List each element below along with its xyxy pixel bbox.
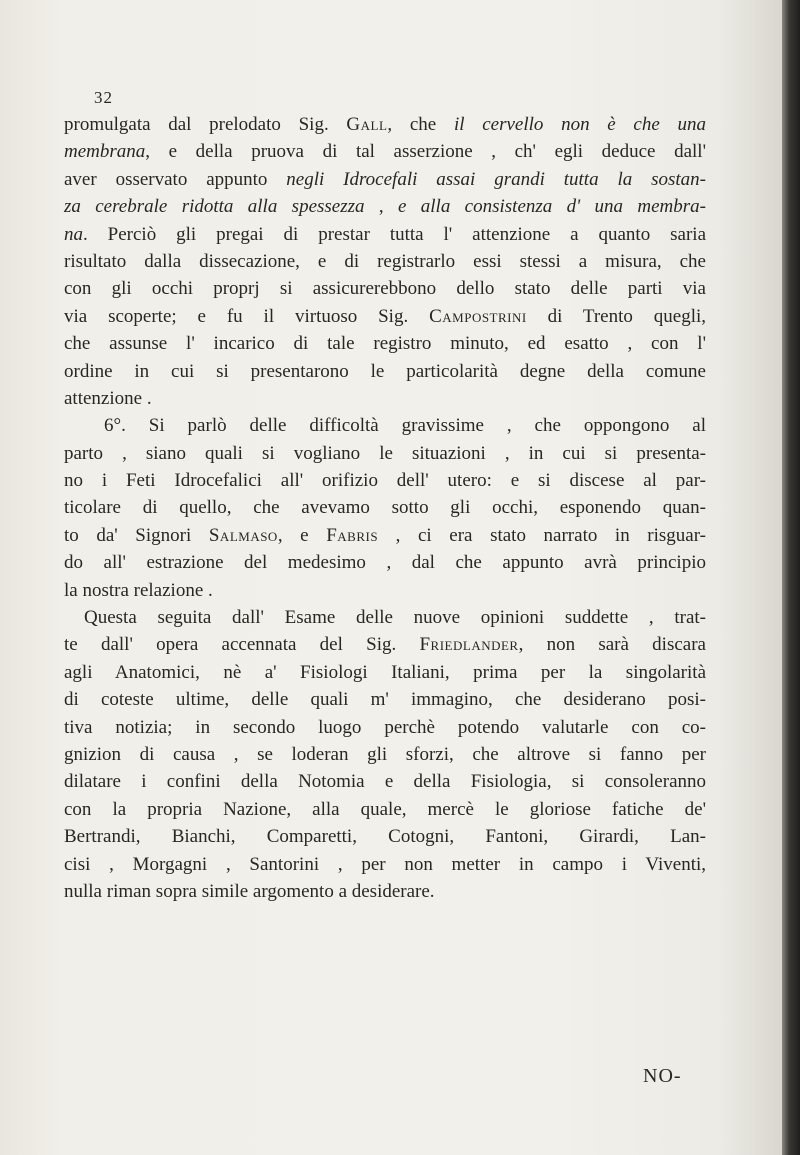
italic-text: za cerebrale ridotta alla spessezza [64, 196, 365, 218]
text-line [64, 330, 706, 357]
text-run: con la propria Nazione, alla quale, mercè le gloriose fatiche de' [64, 798, 706, 820]
text-run: la nostra relazione . [64, 579, 213, 601]
small-caps-name: Fabris [326, 524, 379, 546]
text-run: , [364, 196, 398, 218]
small-caps-name: Salmaso [208, 524, 278, 546]
text-line [64, 549, 706, 576]
text-line [64, 412, 706, 439]
text-run: parto , siano quali si vogliano le situazioni , in cui si presenta- [64, 442, 706, 464]
small-caps-name: Gall [346, 114, 388, 135]
text-run: promulgata dal prelodato Sig. [64, 114, 347, 135]
text-line [64, 659, 706, 686]
text-line [64, 248, 706, 275]
italic-text: e alla consistenza d' una membra- [397, 196, 706, 218]
text-line [64, 138, 706, 165]
italic-text: membrana [64, 141, 146, 163]
text-run: 6°. Si parlò delle difficoltà gravissime , che oppongono al [104, 415, 706, 437]
text-run: Bertrandi, Bianchi, Comparetti, Cotogni, Fantoni, Girardi, Lan- [64, 826, 706, 848]
text-run: . Perciò gli pregai di prestar tutta l' attenzione a quanto saria [83, 223, 706, 245]
text-run: tiva notizia; in secondo luogo perchè potendo valutarle con co- [64, 716, 706, 738]
text-run: , e [277, 524, 327, 546]
text-run: Questa seguita dall' Esame delle nuove opinioni suddette , trat- [84, 607, 706, 629]
text-line [64, 440, 706, 467]
text-run: attenzione . [64, 387, 152, 409]
text-run: agli Anatomici, nè a' Fisiologi Italiani, prima per la singolarità [64, 661, 706, 683]
text-line [64, 385, 706, 412]
text-run: via scoperte; e fu il virtuoso Sig. [64, 305, 430, 327]
italic-text: negli Idrocefali assai grandi tutta la sostan- [286, 168, 706, 190]
text-run: , non sarà discara [518, 634, 706, 656]
text-run: risultato dalla dissecazione, e di registrarlo essi stessi a misura, che [64, 250, 706, 272]
text-line [64, 796, 706, 823]
text-line [64, 166, 706, 193]
text-line [64, 714, 706, 741]
text-run: cisi , Morgagni , Santorini , per non metter in campo i Viventi, [64, 853, 706, 875]
text-line [64, 768, 706, 795]
text-run: te dall' opera accennata del Sig. [64, 634, 420, 656]
small-caps-name: Campostrini [429, 305, 527, 327]
text-line [64, 631, 706, 658]
text-line [64, 221, 706, 248]
text-line [64, 303, 706, 330]
text-run: di Trento quegli, [526, 305, 707, 327]
text-line [64, 823, 706, 850]
text-run: do all' estrazione del medesimo , dal che appunto avrà principio [64, 552, 706, 574]
text-line [64, 577, 706, 604]
book-gutter [782, 0, 800, 1155]
text-run: , e della pruova di tal asserzione , ch' egli deduce dall' [145, 141, 706, 163]
text-run: di coteste ultime, delle quali m' immagino, che desiderano posi- [64, 689, 706, 711]
text-line [64, 193, 706, 220]
text-run: gnizion di causa , se loderan gli sforzi, che altrove si fanno per [64, 743, 706, 765]
text-run: con gli occhi proprj si assicurerebbono dello stato delle parti via [64, 278, 706, 300]
text-run: dilatare i confini della Notomia e della Fisiologia, si consoleranno [64, 771, 706, 793]
catchword: NO- [643, 1065, 682, 1087]
text-run: nulla riman sopra simile argomento a desiderare. [64, 880, 435, 902]
text-line [64, 467, 706, 494]
text-run: ordine in cui si presentarono le particolarità degne della comune [64, 360, 706, 382]
text-line [64, 111, 706, 138]
small-caps-name: Friedlander [419, 634, 519, 656]
text-run: no i Feti Idrocefalici all' orifizio dell' utero: e si discese al par- [64, 470, 706, 492]
italic-text: il cervello non è che una [453, 114, 706, 135]
text-run: to da' Signori [64, 524, 209, 546]
body-text [64, 111, 706, 905]
text-line [64, 851, 706, 878]
text-run: ticolare di quello, che avevamo sotto gli occhi, esponendo quan- [64, 497, 706, 519]
text-line [64, 494, 706, 521]
italic-text: na [64, 223, 83, 245]
text-line [64, 741, 706, 768]
text-line [64, 275, 706, 302]
text-run: che assunse l' incarico di tale registro minuto, ed esatto , con l' [64, 333, 706, 355]
text-line [64, 522, 706, 549]
text-line [64, 358, 706, 385]
text-run: , che [387, 114, 454, 135]
text-run: aver osservato appunto [64, 168, 287, 190]
text-line [64, 878, 706, 905]
text-line [64, 686, 706, 713]
page-number: 32 [94, 88, 113, 107]
text-run: , ci era stato narrato in risguar- [378, 524, 707, 546]
text-line [64, 604, 706, 631]
